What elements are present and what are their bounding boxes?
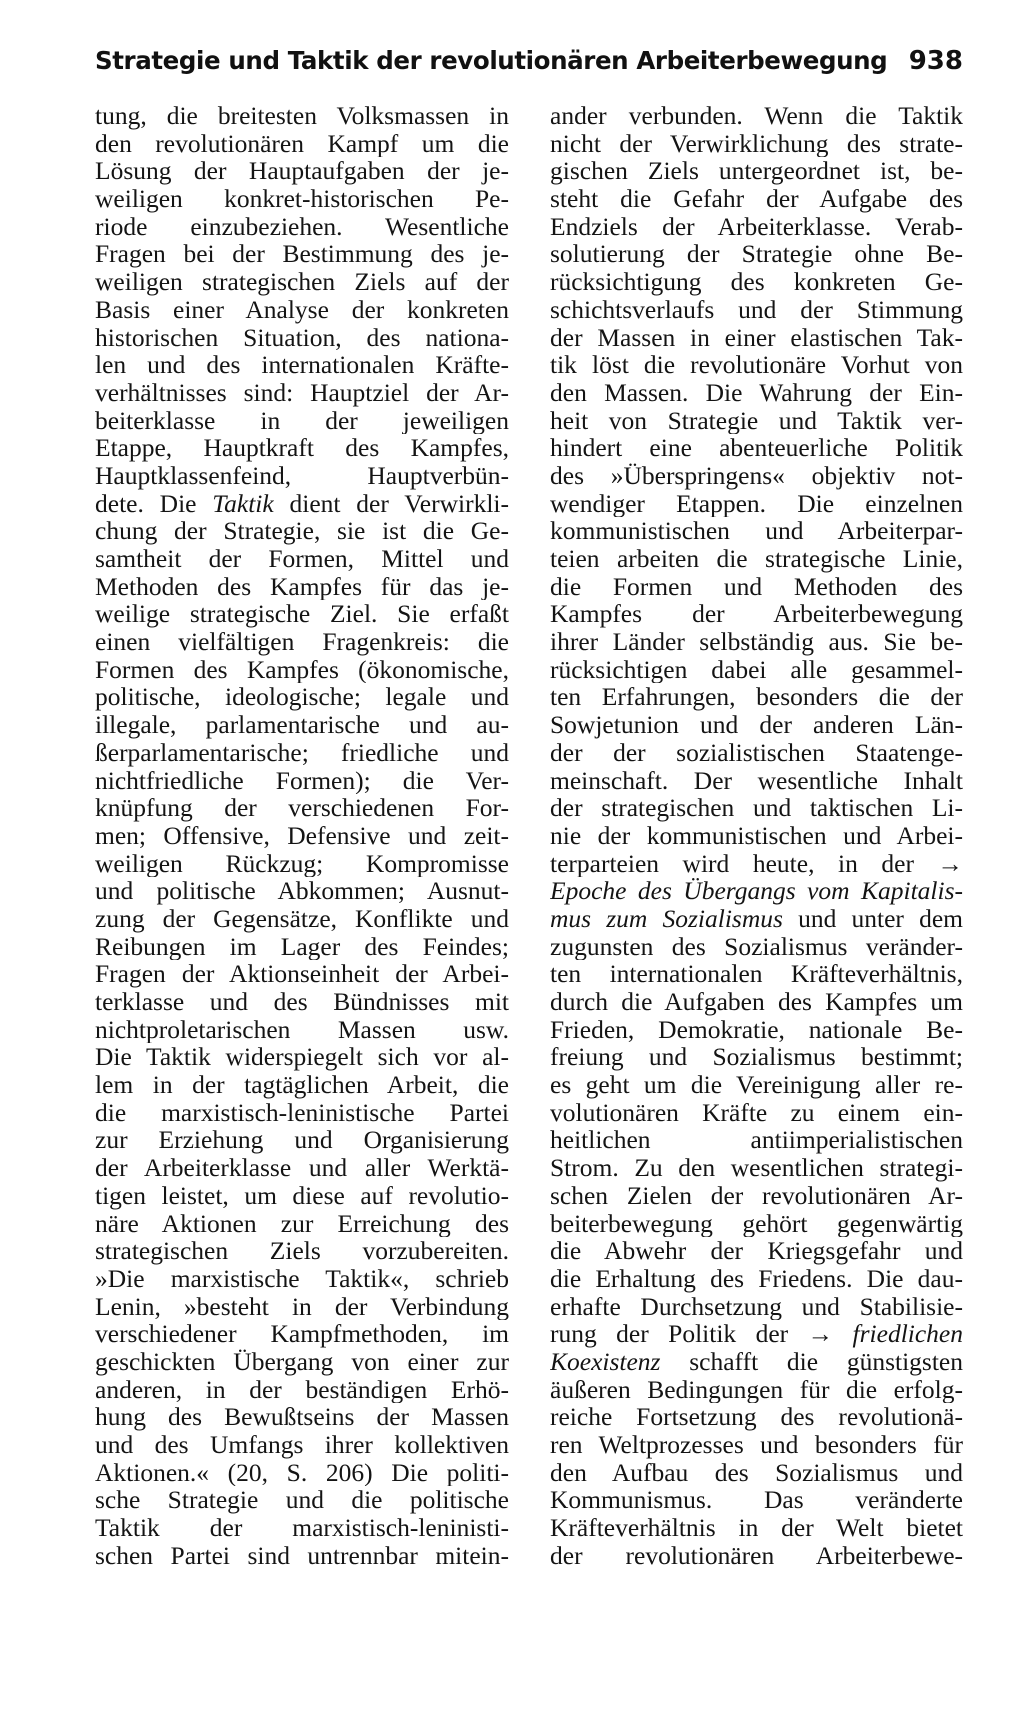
text-line: strategischen Ziels vorzubereiten.: [95, 1237, 509, 1265]
text-line: den Massen. Die Wahrung der Ein-: [550, 378, 963, 407]
text-line: Die Taktik widerspiegelt sich vor al-: [95, 1043, 509, 1072]
text-line: durch die Aufgaben des Kampfes um: [550, 988, 963, 1016]
text-line: dete. Die Taktik dient der Verwirkli-: [95, 489, 509, 518]
text-line: ten internationalen Kräfteverhältnis,: [550, 960, 963, 988]
text-line: verschiedener Kampfmethoden, im: [95, 1320, 509, 1348]
text-line: nichtfriedliche Formen); die Ver-: [95, 766, 509, 795]
text-line: hindert eine abenteuerliche Politik: [550, 434, 963, 462]
text-line: terklasse und des Bündnisses mit: [95, 988, 509, 1016]
text-line: nie der kommunistischen und Arbei-: [550, 821, 963, 850]
text-line: ßerparlamentarische; friedliche und: [95, 738, 509, 767]
text-line: Koexistenz schafft die günstigsten: [550, 1347, 963, 1376]
text-line: ren Weltprozesses und besonders für: [550, 1431, 963, 1459]
text-line: »Die marxistische Taktik«, schrieb: [95, 1264, 509, 1293]
text-line: und des Umfangs ihrer kollektiven: [95, 1431, 509, 1459]
right-text-column: [550, 102, 963, 1569]
text-line: teien arbeiten die strategische Linie,: [550, 545, 963, 573]
text-line: tigen leistet, um diese auf revolutio-: [95, 1181, 509, 1210]
text-line: einen vielfältigen Fragenkreis: die: [95, 628, 509, 656]
text-line: ander verbunden. Wenn die Taktik: [550, 102, 963, 130]
text-line: politische, ideologische; legale und: [95, 683, 509, 712]
text-line: riode einzubeziehen. Wesentliche: [95, 212, 509, 241]
text-line: weilige strategische Ziel. Sie erfaßt: [95, 600, 509, 629]
text-line: beiterklasse in der jeweiligen: [95, 406, 509, 435]
header-title: Strategie und Taktik der revolutionären Arbeiterbewegung: [95, 46, 888, 75]
text-line: anderen, in der beständigen Erhö-: [95, 1375, 509, 1404]
text-line: Lösung der Hauptaufgaben der je-: [95, 157, 509, 186]
text-line: schen Partei sind untrennbar mitein-: [95, 1541, 509, 1570]
text-line: weiligen konkret-historischen Pe-: [95, 185, 509, 213]
text-line: Fragen der Aktionseinheit der Arbei-: [95, 960, 509, 988]
text-line: den Aufbau des Sozialismus und: [550, 1458, 963, 1487]
text-line: die marxistisch-leninistische Partei: [95, 1098, 509, 1127]
text-line: Reibungen im Lager des Feindes;: [95, 932, 509, 961]
text-line: ten Erfahrungen, besonders die der: [550, 683, 963, 712]
text-line: Kräfteverhältnis in der Welt bietet: [550, 1514, 963, 1542]
text-line: chung der Strategie, sie ist die Ge-: [95, 517, 509, 545]
text-line: der der sozialistischen Staatenge-: [550, 738, 963, 767]
text-line: Lenin, »besteht in der Verbindung: [95, 1292, 509, 1321]
text-line: knüpfung der verschiedenen For-: [95, 794, 509, 822]
text-line: tik löst die revolutionäre Vorhut von: [550, 351, 963, 379]
text-line: Aktionen.« (20, S. 206) Die politi-: [95, 1458, 509, 1487]
text-line: hung des Bewußtseins der Massen: [95, 1403, 509, 1431]
text-line: Frieden, Demokratie, nationale Be-: [550, 1015, 963, 1044]
text-line: zur Erziehung und Organisierung: [95, 1126, 509, 1155]
text-line: erhafte Durchsetzung und Stabilisie-: [550, 1292, 963, 1321]
text-line: Etappe, Hauptkraft des Kampfes,: [95, 434, 509, 462]
text-line: der revolutionären Arbeiterbewe-: [550, 1541, 963, 1570]
text-line: reiche Fortsetzung des revolutionä-: [550, 1403, 963, 1431]
text-line: heitlichen antiimperialistischen: [550, 1126, 963, 1155]
text-line: Strom. Zu den wesentlichen strategi-: [550, 1154, 963, 1182]
text-line: heit von Strategie und Taktik ver-: [550, 406, 963, 435]
text-line: kommunistischen und Arbeiterpar-: [550, 517, 963, 545]
text-line: Kommunismus. Das veränderte: [550, 1486, 963, 1515]
text-line: äußeren Bedingungen für die erfolg-: [550, 1375, 963, 1404]
text-line: Methoden des Kampfes für das je-: [95, 572, 509, 601]
text-line: zung der Gegensätze, Konflikte und: [95, 904, 509, 933]
text-line: mus zum Sozialismus und unter dem: [550, 904, 963, 933]
text-line: historischen Situation, des nationa-: [95, 323, 509, 352]
text-line: Kampfes der Arbeiterbewegung: [550, 600, 963, 629]
text-line: der Arbeiterklasse und aller Werktä-: [95, 1154, 509, 1182]
text-line: geschickten Übergang von einer zur: [95, 1347, 509, 1376]
text-line: Hauptklassenfeind, Hauptverbün-: [95, 461, 509, 490]
running-header: [95, 44, 963, 84]
text-line: Taktik der marxistisch-leninisti-: [95, 1514, 509, 1542]
text-line: illegale, parlamentarische und au-: [95, 711, 509, 739]
text-line: weiligen Rückzug; Kompromisse: [95, 849, 509, 878]
text-line: näre Aktionen zur Erreichung des: [95, 1209, 509, 1238]
text-line: beiterbewegung gehört gegenwärtig: [550, 1209, 963, 1238]
text-line: nicht der Verwirklichung des strate-: [550, 129, 963, 158]
text-line: len und des internationalen Kräfte-: [95, 351, 509, 379]
text-line: es geht um die Vereinigung aller re-: [550, 1071, 963, 1099]
text-line: meinschaft. Der wesentliche Inhalt: [550, 766, 963, 795]
text-line: rücksichtigen dabei alle gesammel-: [550, 655, 963, 684]
text-line: sche Strategie und die politische: [95, 1486, 509, 1515]
text-line: Fragen bei der Bestimmung des je-: [95, 240, 509, 269]
text-line: gischen Ziels untergeordnet ist, be-: [550, 157, 963, 186]
text-line: wendiger Etappen. Die einzelnen: [550, 489, 963, 518]
text-line: schichtsverlaufs und der Stimmung: [550, 295, 963, 324]
text-line: Formen des Kampfes (ökonomische,: [95, 655, 509, 684]
text-line: verhältnisses sind: Hauptziel der Ar-: [95, 378, 509, 407]
text-line: die Abwehr der Kriegsgefahr und: [550, 1237, 963, 1265]
text-line: weiligen strategischen Ziels auf der: [95, 268, 509, 296]
text-line: solutierung der Strategie ohne Be-: [550, 240, 963, 269]
text-line: rung der Politik der → friedlichen: [550, 1320, 963, 1348]
text-line: men; Offensive, Defensive und zeit-: [95, 821, 509, 850]
text-line: die Erhaltung des Friedens. Die dau-: [550, 1264, 963, 1293]
text-line: Sowjetunion und der anderen Län-: [550, 711, 963, 739]
text-line: ihrer Länder selbständig aus. Sie be-: [550, 628, 963, 656]
text-line: terparteien wird heute, in der →: [550, 849, 963, 878]
text-line: des »Überspringens« objektiv not-: [550, 461, 963, 490]
text-line: die Formen und Methoden des: [550, 572, 963, 601]
text-line: tung, die breitesten Volksmassen in: [95, 102, 509, 130]
text-line: Endziels der Arbeiterklasse. Verab-: [550, 212, 963, 241]
text-line: freiung und Sozialismus bestimmt;: [550, 1043, 963, 1072]
text-line: schen Zielen der revolutionären Ar-: [550, 1181, 963, 1210]
text-line: steht die Gefahr der Aufgabe des: [550, 185, 963, 213]
text-line: Epoche des Übergangs vom Kapitalis-: [550, 877, 963, 905]
text-line: Basis einer Analyse der konkreten: [95, 295, 509, 324]
text-line: der strategischen und taktischen Li-: [550, 794, 963, 822]
page-number: 938: [908, 46, 963, 76]
text-line: lem in der tagtäglichen Arbeit, die: [95, 1071, 509, 1099]
text-line: nichtproletarischen Massen usw.: [95, 1015, 509, 1044]
text-line: und politische Abkommen; Ausnut-: [95, 877, 509, 905]
text-line: samtheit der Formen, Mittel und: [95, 545, 509, 573]
text-line: zugunsten des Sozialismus veränder-: [550, 932, 963, 961]
text-line: der Massen in einer elastischen Tak-: [550, 323, 963, 352]
text-line: rücksichtigung des konkreten Ge-: [550, 268, 963, 296]
left-text-column: [95, 102, 509, 1569]
text-line: den revolutionären Kampf um die: [95, 129, 509, 158]
text-line: volutionären Kräfte zu einem ein-: [550, 1098, 963, 1127]
